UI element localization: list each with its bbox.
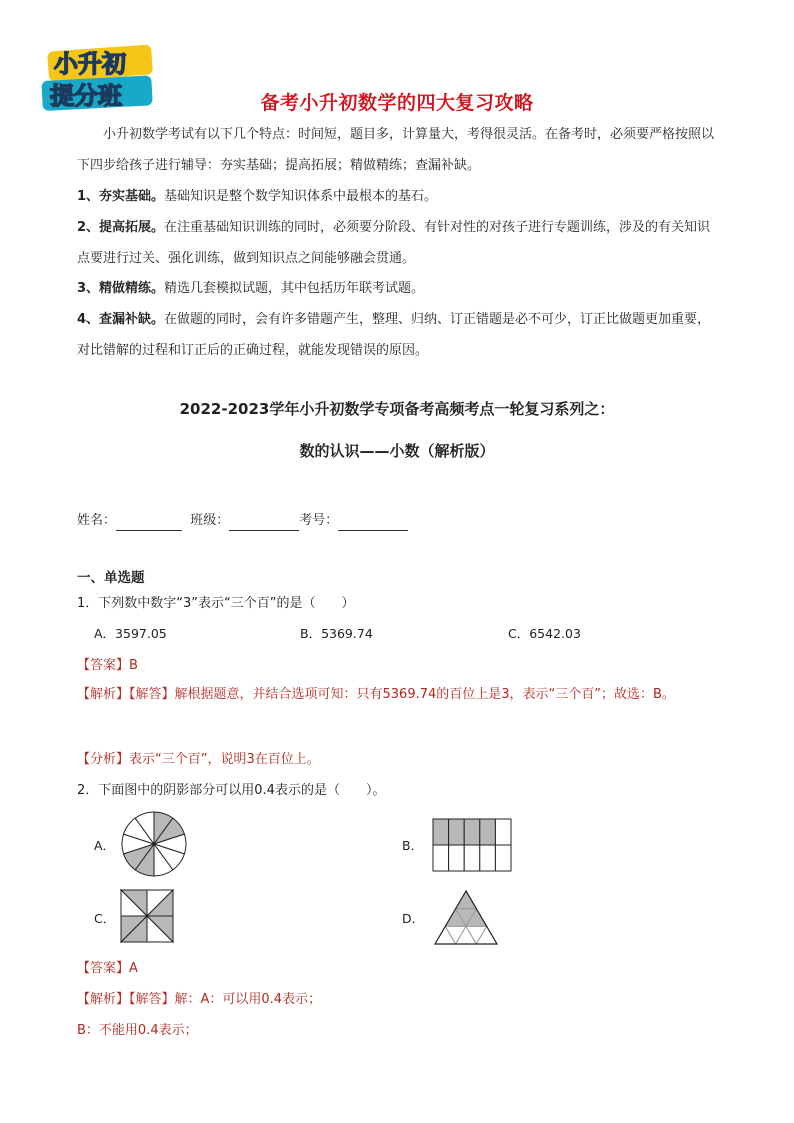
q2-answer-label: 【答案】 <box>77 961 130 976</box>
series-title-line1: 2022-2023学年小升初数学专项备考高频考点一轮复习系列之： <box>179 400 615 418</box>
grid-cell <box>449 845 465 871</box>
series-title-line2: 数的认识——小数（解析版） <box>299 442 495 460</box>
q2-option-b-label: B． <box>402 838 424 853</box>
q1-option-b: B．5369.74 <box>300 626 373 641</box>
tip-4 <box>77 305 717 366</box>
q1-note-label: 【分析】 <box>77 752 130 767</box>
tip-3-label: 3、精做精练。 <box>77 281 165 296</box>
grid-cell <box>495 845 511 871</box>
q1-note-text: 表示“三个百”，说明3在百位上。 <box>129 752 320 767</box>
q2-option-c-label: C． <box>94 911 116 926</box>
question-1-stem: 1．下列数中数字“3”表示“三个百”的是（ ） <box>77 596 355 611</box>
q2-option-d-figure <box>434 890 500 946</box>
pie-figure <box>122 812 186 876</box>
q1-answer-value: B <box>129 658 138 673</box>
logo-line2: 提分班 <box>50 82 122 110</box>
q2-option-a-label: A． <box>94 838 116 853</box>
tip-4-label: 4、查漏补缺。 <box>77 312 165 327</box>
logo-line1: 小升初 <box>54 50 126 78</box>
grid-cell <box>433 845 449 871</box>
tip-3-text: 精选几套模拟试题，其中包括历年联考试题。 <box>164 281 425 296</box>
class-label: 班级： <box>190 513 230 528</box>
grid-cell <box>495 819 511 845</box>
q2-answer-value: A <box>129 961 138 976</box>
tip-1 <box>77 182 717 213</box>
grid-cell <box>480 845 496 871</box>
q1-option-a: A．3597.05 <box>94 626 167 641</box>
grid-cell <box>480 819 496 845</box>
q2-option-d-label: D． <box>402 911 425 926</box>
tip-1-label: 1、夯实基础。 <box>77 189 165 204</box>
grid-cell <box>449 819 465 845</box>
q1-answer <box>77 654 138 673</box>
tip-2 <box>77 213 717 274</box>
name-label: 姓名： <box>77 513 117 528</box>
grid-cell <box>464 819 480 845</box>
square-figure <box>121 890 173 942</box>
section-title: 一、单选题 <box>77 570 145 586</box>
q2-analysis-a: 解：A：可以用0.4表示； <box>174 992 322 1007</box>
grid-figure <box>433 819 511 871</box>
tip-4-text: 在做题的同时，会有许多错题产生，整理、归纳、订正错题是必不可少，订正比做题更加重要，对比错解的过程和订正后的正确过程，就能发现错误的原因。 <box>77 312 711 358</box>
q1-answer-label: 【答案】 <box>77 658 130 673</box>
q1-analysis-text: 解根据题意，并结合选项可知：只有5369.74的百位上是3，表示“三个百”；故选：B。 <box>174 687 675 702</box>
q1-note <box>77 748 320 767</box>
tip-2-text: 在注重基础知识训练的同时，必须要分阶段、有针对性的对孩子进行专题训练，涉及的有关知识点要进行过关、强化训练，做到知识点之间能够融会贯通。 <box>77 220 711 266</box>
q1-analysis <box>77 679 717 710</box>
q2-option-a-figure <box>120 810 188 878</box>
name-field[interactable] <box>116 515 182 531</box>
q2-answer <box>77 957 138 976</box>
tip-1-text: 基础知识是整个数学知识体系中最根本的基石。 <box>164 189 438 204</box>
tip-2-label: 2、提高拓展。 <box>77 220 165 235</box>
q2-analysis-label: 【解析】【解答】 <box>77 992 175 1007</box>
q1-option-c: C．6542.03 <box>508 626 581 641</box>
class-field[interactable] <box>229 515 299 531</box>
student-info-row <box>77 509 408 531</box>
small-triangle <box>456 891 477 909</box>
grid-cell <box>433 819 449 845</box>
question-2-stem: 2．下面图中的阴影部分可以用0.4表示的是（ ）。 <box>77 783 386 798</box>
q2-analysis-b: B：不能用0.4表示； <box>77 1023 198 1038</box>
page-title: 备考小升初数学的四大复习攻略 <box>260 92 534 114</box>
exam-number-field[interactable] <box>338 515 408 531</box>
intro-paragraph: 小升初数学考试有以下几个特点：时间短，题目多，计算量大，考得很灵活。在备考时，必须要严格按照以下四步给孩子进行辅导：夯实基础；提高拓展；精做精练；查漏补缺。 <box>77 127 715 173</box>
q1-analysis-label: 【解析】【解答】 <box>77 687 175 702</box>
tip-3 <box>77 274 717 305</box>
q2-option-b-figure <box>432 818 512 874</box>
q2-analysis <box>77 988 321 1007</box>
grid-cell <box>464 845 480 871</box>
exam-number-label: 考号： <box>299 513 339 528</box>
triangle-figure <box>435 891 497 944</box>
q2-option-c-figure <box>120 889 176 945</box>
